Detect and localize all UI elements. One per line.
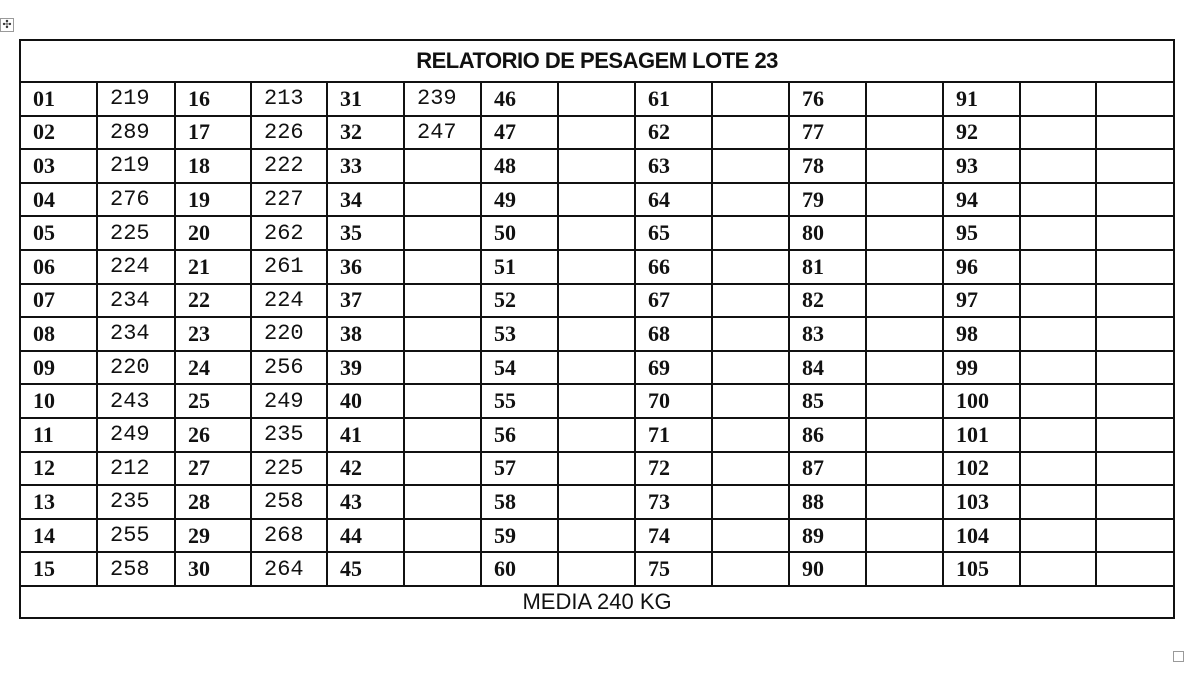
table-row <box>20 418 1174 452</box>
animal-number-cell[interactable]: 39 <box>327 351 404 385</box>
animal-number-cell[interactable]: 103 <box>943 485 1020 519</box>
weight-value-cell[interactable]: 261 <box>251 250 327 284</box>
weight-value-cell[interactable] <box>558 485 635 519</box>
animal-number-cell[interactable]: 56 <box>481 418 558 452</box>
weight-value-cell[interactable] <box>404 485 481 519</box>
weight-value-cell[interactable]: 249 <box>251 384 327 418</box>
animal-number-cell[interactable]: 43 <box>327 485 404 519</box>
weight-value-cell[interactable]: 220 <box>251 317 327 351</box>
weight-value-cell[interactable] <box>712 183 789 217</box>
animal-number-cell[interactable]: 30 <box>175 552 251 586</box>
weight-value-cell[interactable]: 227 <box>251 183 327 217</box>
animal-number-cell[interactable]: 50 <box>481 216 558 250</box>
weight-value-cell[interactable] <box>558 149 635 183</box>
weight-value-cell[interactable] <box>404 216 481 250</box>
animal-number-cell[interactable]: 81 <box>789 250 866 284</box>
empty-cell[interactable] <box>1096 183 1174 217</box>
table-row <box>20 116 1174 150</box>
weight-value-cell[interactable]: 258 <box>97 552 175 586</box>
animal-number-cell[interactable]: 78 <box>789 149 866 183</box>
animal-number-cell[interactable]: 72 <box>635 452 712 486</box>
report-title: RELATORIO DE PESAGEM LOTE 23 <box>20 40 1174 82</box>
table-resize-handle-icon[interactable] <box>1173 651 1184 662</box>
animal-number-cell[interactable]: 45 <box>327 552 404 586</box>
weight-value-cell[interactable] <box>558 116 635 150</box>
animal-number-cell[interactable]: 24 <box>175 351 251 385</box>
animal-number-cell[interactable]: 21 <box>175 250 251 284</box>
weight-value-cell[interactable] <box>404 183 481 217</box>
animal-number-cell[interactable]: 61 <box>635 82 712 116</box>
weight-value-cell[interactable] <box>1020 351 1096 385</box>
animal-number-cell[interactable]: 76 <box>789 82 866 116</box>
animal-number-cell[interactable]: 07 <box>20 284 97 318</box>
animal-number-cell[interactable]: 11 <box>20 418 97 452</box>
animal-number-cell[interactable]: 55 <box>481 384 558 418</box>
weight-value-cell[interactable] <box>404 284 481 318</box>
table-row <box>20 485 1174 519</box>
animal-number-cell[interactable]: 92 <box>943 116 1020 150</box>
animal-number-cell[interactable]: 91 <box>943 82 1020 116</box>
weight-value-cell[interactable] <box>1020 116 1096 150</box>
animal-number-cell[interactable]: 41 <box>327 418 404 452</box>
weight-value-cell[interactable] <box>558 351 635 385</box>
animal-number-cell[interactable]: 80 <box>789 216 866 250</box>
animal-number-cell[interactable]: 14 <box>20 519 97 553</box>
animal-number-cell[interactable]: 79 <box>789 183 866 217</box>
animal-number-cell[interactable]: 25 <box>175 384 251 418</box>
weight-value-cell[interactable] <box>404 418 481 452</box>
weight-value-cell[interactable] <box>866 418 943 452</box>
animal-number-cell[interactable]: 02 <box>20 116 97 150</box>
animal-number-cell[interactable]: 93 <box>943 149 1020 183</box>
table-row <box>20 317 1174 351</box>
weight-value-cell[interactable] <box>404 250 481 284</box>
weight-value-cell[interactable] <box>1020 452 1096 486</box>
weight-value-cell[interactable] <box>712 149 789 183</box>
weight-value-cell[interactable] <box>1020 149 1096 183</box>
animal-number-cell[interactable]: 20 <box>175 216 251 250</box>
animal-number-cell[interactable]: 57 <box>481 452 558 486</box>
weight-value-cell[interactable]: 262 <box>251 216 327 250</box>
animal-number-cell[interactable]: 13 <box>20 485 97 519</box>
table-row <box>20 552 1174 586</box>
weight-value-cell[interactable] <box>866 250 943 284</box>
weight-value-cell[interactable] <box>866 317 943 351</box>
weight-value-cell[interactable] <box>1020 552 1096 586</box>
weight-value-cell[interactable] <box>558 82 635 116</box>
weight-value-cell[interactable]: 219 <box>97 82 175 116</box>
table-row <box>20 149 1174 183</box>
empty-cell[interactable] <box>1096 250 1174 284</box>
weight-value-cell[interactable] <box>1020 485 1096 519</box>
animal-number-cell[interactable]: 96 <box>943 250 1020 284</box>
weight-value-cell[interactable] <box>404 552 481 586</box>
animal-number-cell[interactable]: 83 <box>789 317 866 351</box>
weight-value-cell[interactable] <box>866 351 943 385</box>
animal-number-cell[interactable]: 16 <box>175 82 251 116</box>
weight-value-cell[interactable] <box>866 149 943 183</box>
weight-value-cell[interactable] <box>1020 216 1096 250</box>
animal-number-cell[interactable]: 32 <box>327 116 404 150</box>
animal-number-cell[interactable]: 74 <box>635 519 712 553</box>
animal-number-cell[interactable]: 26 <box>175 418 251 452</box>
weight-value-cell[interactable] <box>558 552 635 586</box>
weight-value-cell[interactable] <box>1020 183 1096 217</box>
table-row <box>20 284 1174 318</box>
weight-value-cell[interactable] <box>558 384 635 418</box>
animal-number-cell[interactable]: 49 <box>481 183 558 217</box>
animal-number-cell[interactable]: 12 <box>20 452 97 486</box>
animal-number-cell[interactable]: 98 <box>943 317 1020 351</box>
animal-number-cell[interactable]: 28 <box>175 485 251 519</box>
weight-value-cell[interactable] <box>866 82 943 116</box>
animal-number-cell[interactable]: 36 <box>327 250 404 284</box>
animal-number-cell[interactable]: 37 <box>327 284 404 318</box>
animal-number-cell[interactable]: 82 <box>789 284 866 318</box>
weight-value-cell[interactable]: 224 <box>251 284 327 318</box>
weight-value-cell[interactable]: 234 <box>97 317 175 351</box>
weight-value-cell[interactable]: 213 <box>251 82 327 116</box>
animal-number-cell[interactable]: 05 <box>20 216 97 250</box>
weight-value-cell[interactable] <box>558 519 635 553</box>
animal-number-cell[interactable]: 35 <box>327 216 404 250</box>
weight-value-cell[interactable] <box>712 351 789 385</box>
weight-value-cell[interactable]: 235 <box>251 418 327 452</box>
animal-number-cell[interactable]: 99 <box>943 351 1020 385</box>
animal-number-cell[interactable]: 63 <box>635 149 712 183</box>
weight-value-cell[interactable]: 226 <box>251 116 327 150</box>
animal-number-cell[interactable]: 42 <box>327 452 404 486</box>
weight-value-cell[interactable] <box>712 552 789 586</box>
animal-number-cell[interactable]: 53 <box>481 317 558 351</box>
weight-value-cell[interactable] <box>1020 82 1096 116</box>
weight-value-cell[interactable]: 256 <box>251 351 327 385</box>
animal-number-cell[interactable]: 38 <box>327 317 404 351</box>
weight-value-cell[interactable]: 276 <box>97 183 175 217</box>
animal-number-cell[interactable]: 88 <box>789 485 866 519</box>
table-row <box>20 519 1174 553</box>
weight-value-cell[interactable] <box>712 485 789 519</box>
animal-number-cell[interactable]: 10 <box>20 384 97 418</box>
animal-number-cell[interactable]: 86 <box>789 418 866 452</box>
animal-number-cell[interactable]: 04 <box>20 183 97 217</box>
animal-number-cell[interactable]: 33 <box>327 149 404 183</box>
weight-value-cell[interactable]: 212 <box>97 452 175 486</box>
empty-cell[interactable] <box>1096 82 1174 116</box>
weight-value-cell[interactable] <box>866 519 943 553</box>
animal-number-cell[interactable]: 58 <box>481 485 558 519</box>
animal-number-cell[interactable]: 48 <box>481 149 558 183</box>
empty-cell[interactable] <box>1096 552 1174 586</box>
weight-value-cell[interactable]: 239 <box>404 82 481 116</box>
weight-value-cell[interactable] <box>404 149 481 183</box>
weight-value-cell[interactable] <box>866 384 943 418</box>
weight-value-cell[interactable] <box>404 519 481 553</box>
animal-number-cell[interactable]: 77 <box>789 116 866 150</box>
animal-number-cell[interactable]: 67 <box>635 284 712 318</box>
animal-number-cell[interactable]: 75 <box>635 552 712 586</box>
animal-number-cell[interactable]: 70 <box>635 384 712 418</box>
empty-cell[interactable] <box>1096 149 1174 183</box>
weight-value-cell[interactable]: 289 <box>97 116 175 150</box>
weight-value-cell[interactable] <box>866 485 943 519</box>
weight-value-cell[interactable] <box>1020 384 1096 418</box>
weight-value-cell[interactable] <box>558 418 635 452</box>
empty-cell[interactable] <box>1096 116 1174 150</box>
empty-cell[interactable] <box>1096 284 1174 318</box>
table-move-handle-icon[interactable]: ✣ <box>0 18 14 32</box>
weight-value-cell[interactable] <box>712 384 789 418</box>
weight-value-cell[interactable] <box>558 216 635 250</box>
animal-number-cell[interactable]: 54 <box>481 351 558 385</box>
animal-number-cell[interactable]: 89 <box>789 519 866 553</box>
title-row <box>20 40 1174 82</box>
weight-value-cell[interactable] <box>866 116 943 150</box>
weight-value-cell[interactable]: 219 <box>97 149 175 183</box>
animal-number-cell[interactable]: 64 <box>635 183 712 217</box>
empty-cell[interactable] <box>1096 418 1174 452</box>
animal-number-cell[interactable]: 03 <box>20 149 97 183</box>
weight-value-cell[interactable]: 243 <box>97 384 175 418</box>
weight-value-cell[interactable] <box>558 452 635 486</box>
weight-value-cell[interactable] <box>404 452 481 486</box>
animal-number-cell[interactable]: 95 <box>943 216 1020 250</box>
animal-number-cell[interactable]: 06 <box>20 250 97 284</box>
animal-number-cell[interactable]: 66 <box>635 250 712 284</box>
animal-number-cell[interactable]: 22 <box>175 284 251 318</box>
animal-number-cell[interactable]: 104 <box>943 519 1020 553</box>
footer-row <box>20 586 1174 618</box>
animal-number-cell[interactable]: 40 <box>327 384 404 418</box>
weight-value-cell[interactable]: 222 <box>251 149 327 183</box>
table-row <box>20 351 1174 385</box>
weight-value-cell[interactable]: 268 <box>251 519 327 553</box>
animal-number-cell[interactable]: 08 <box>20 317 97 351</box>
table-row <box>20 384 1174 418</box>
weight-value-cell[interactable] <box>866 552 943 586</box>
animal-number-cell[interactable]: 01 <box>20 82 97 116</box>
weight-value-cell[interactable] <box>866 284 943 318</box>
weighing-report-table <box>19 39 1175 619</box>
table-row <box>20 183 1174 217</box>
animal-number-cell[interactable]: 44 <box>327 519 404 553</box>
weight-value-cell[interactable]: 225 <box>251 452 327 486</box>
animal-number-cell[interactable]: 94 <box>943 183 1020 217</box>
weight-value-cell[interactable] <box>712 250 789 284</box>
animal-number-cell[interactable]: 87 <box>789 452 866 486</box>
animal-number-cell[interactable]: 102 <box>943 452 1020 486</box>
animal-number-cell[interactable]: 62 <box>635 116 712 150</box>
animal-number-cell[interactable]: 68 <box>635 317 712 351</box>
animal-number-cell[interactable]: 97 <box>943 284 1020 318</box>
weight-value-cell[interactable] <box>712 216 789 250</box>
weight-value-cell[interactable] <box>712 519 789 553</box>
table-row <box>20 216 1174 250</box>
empty-cell[interactable] <box>1096 452 1174 486</box>
animal-number-cell[interactable]: 65 <box>635 216 712 250</box>
table-row <box>20 250 1174 284</box>
weight-value-cell[interactable] <box>712 418 789 452</box>
animal-number-cell[interactable]: 69 <box>635 351 712 385</box>
weight-value-cell[interactable]: 258 <box>251 485 327 519</box>
animal-number-cell[interactable]: 46 <box>481 82 558 116</box>
animal-number-cell[interactable]: 100 <box>943 384 1020 418</box>
empty-cell[interactable] <box>1096 317 1174 351</box>
empty-cell[interactable] <box>1096 351 1174 385</box>
animal-number-cell[interactable]: 27 <box>175 452 251 486</box>
animal-number-cell[interactable]: 31 <box>327 82 404 116</box>
animal-number-cell[interactable]: 19 <box>175 183 251 217</box>
weight-value-cell[interactable] <box>558 250 635 284</box>
weight-value-cell[interactable] <box>558 317 635 351</box>
animal-number-cell[interactable]: 71 <box>635 418 712 452</box>
weight-value-cell[interactable]: 220 <box>97 351 175 385</box>
weight-value-cell[interactable] <box>712 116 789 150</box>
weight-value-cell[interactable] <box>712 317 789 351</box>
weight-value-cell[interactable] <box>866 183 943 217</box>
table-row <box>20 82 1174 116</box>
weight-value-cell[interactable] <box>404 317 481 351</box>
weight-value-cell[interactable]: 234 <box>97 284 175 318</box>
weight-value-cell[interactable] <box>1020 418 1096 452</box>
animal-number-cell[interactable]: 105 <box>943 552 1020 586</box>
weight-value-cell[interactable] <box>558 183 635 217</box>
weight-value-cell[interactable]: 249 <box>97 418 175 452</box>
empty-cell[interactable] <box>1096 485 1174 519</box>
weight-value-cell[interactable] <box>558 284 635 318</box>
animal-number-cell[interactable]: 84 <box>789 351 866 385</box>
animal-number-cell[interactable]: 51 <box>481 250 558 284</box>
animal-number-cell[interactable]: 59 <box>481 519 558 553</box>
weight-value-cell[interactable] <box>404 384 481 418</box>
table-row <box>20 452 1174 486</box>
empty-cell[interactable] <box>1096 384 1174 418</box>
animal-number-cell[interactable]: 90 <box>789 552 866 586</box>
animal-number-cell[interactable]: 29 <box>175 519 251 553</box>
weight-value-cell[interactable] <box>1020 519 1096 553</box>
weight-value-cell[interactable] <box>1020 317 1096 351</box>
weight-value-cell[interactable]: 247 <box>404 116 481 150</box>
weight-value-cell[interactable] <box>712 284 789 318</box>
weight-value-cell[interactable] <box>866 452 943 486</box>
animal-number-cell[interactable]: 34 <box>327 183 404 217</box>
weight-value-cell[interactable] <box>712 82 789 116</box>
weight-value-cell[interactable] <box>1020 250 1096 284</box>
empty-cell[interactable] <box>1096 216 1174 250</box>
average-weight-label: MEDIA 240 KG <box>20 586 1174 618</box>
animal-number-cell[interactable]: 85 <box>789 384 866 418</box>
weight-value-cell[interactable] <box>866 216 943 250</box>
animal-number-cell[interactable]: 23 <box>175 317 251 351</box>
empty-cell[interactable] <box>1096 519 1174 553</box>
weight-value-cell[interactable]: 235 <box>97 485 175 519</box>
weight-value-cell[interactable] <box>1020 284 1096 318</box>
animal-number-cell[interactable]: 15 <box>20 552 97 586</box>
animal-number-cell[interactable]: 73 <box>635 485 712 519</box>
weight-value-cell[interactable]: 225 <box>97 216 175 250</box>
animal-number-cell[interactable]: 09 <box>20 351 97 385</box>
animal-number-cell[interactable]: 52 <box>481 284 558 318</box>
weight-value-cell[interactable]: 224 <box>97 250 175 284</box>
animal-number-cell[interactable]: 101 <box>943 418 1020 452</box>
animal-number-cell[interactable]: 18 <box>175 149 251 183</box>
weight-value-cell[interactable] <box>712 452 789 486</box>
weight-value-cell[interactable] <box>404 351 481 385</box>
animal-number-cell[interactable]: 60 <box>481 552 558 586</box>
animal-number-cell[interactable]: 17 <box>175 116 251 150</box>
weight-value-cell[interactable]: 264 <box>251 552 327 586</box>
weight-value-cell[interactable]: 255 <box>97 519 175 553</box>
animal-number-cell[interactable]: 47 <box>481 116 558 150</box>
